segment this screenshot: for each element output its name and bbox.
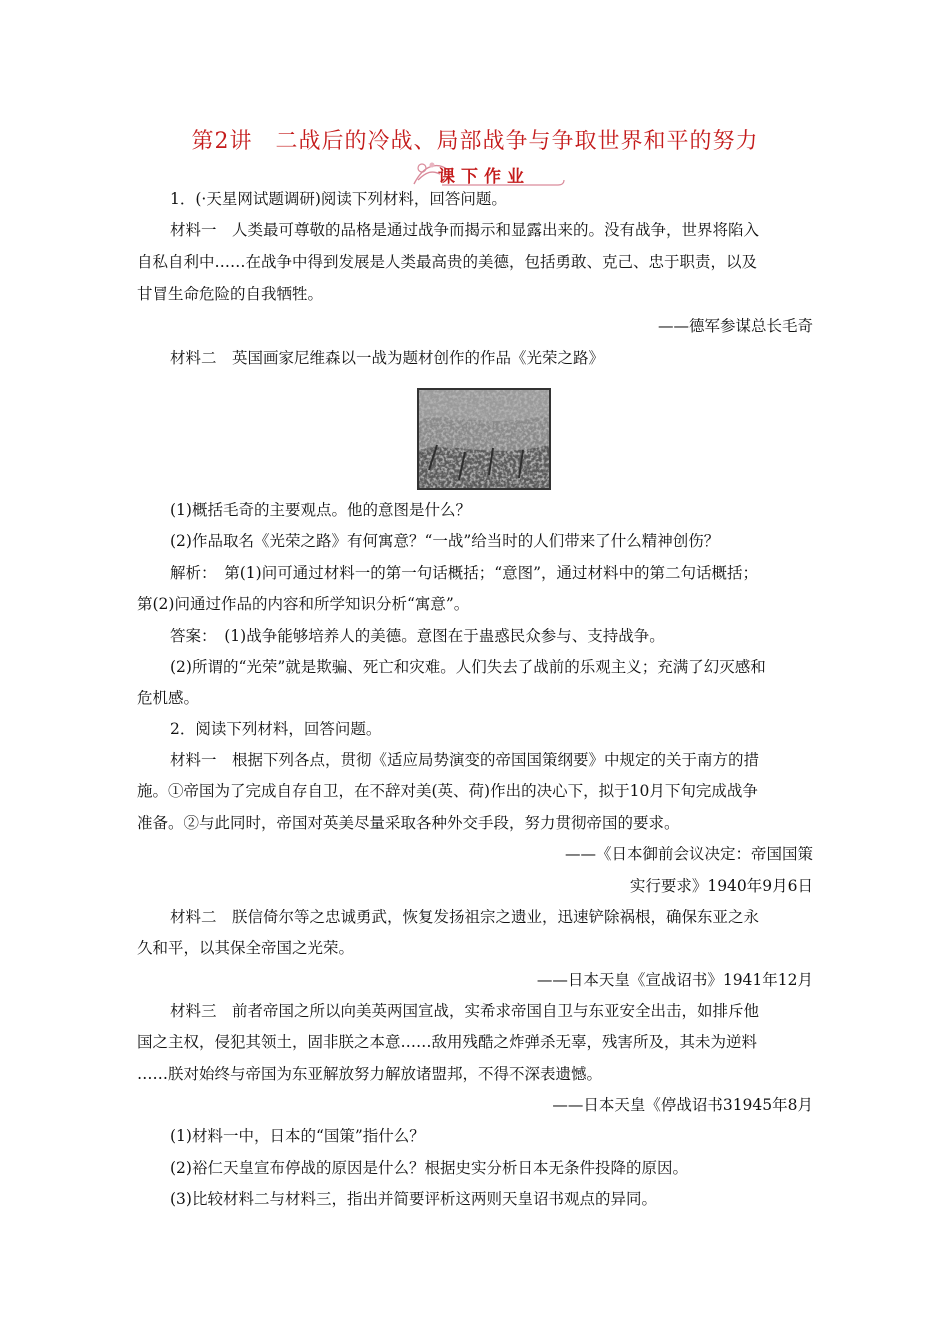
q1-answer-line2: (2)所谓的“光荣”就是欺骗、死亡和灾难。人们失去了战前的乐观主义；充满了幻灭感和	[170, 658, 766, 676]
q1-analysis-line1: 解析： 第(1)问可通过材料一的第一句话概括；“意图”，通过材料中的第二句话概括；	[170, 564, 759, 582]
badge-label: 课下作业	[438, 167, 530, 187]
q1-material1-line2: 自私自利中……在战争中得到发展是人类最高贵的美德，包括勇敢、克己、忠于职责，以及	[137, 253, 758, 271]
q2-sub2: (2)裕仁天皇宣布停战的原因是什么？根据史实分析日本无条件投降的原因。	[170, 1159, 688, 1177]
page-title: 第2讲 二战后的冷战、局部战争与争取世界和平的努力	[191, 129, 759, 154]
q2-material1-line3: 准备。②与此同时，帝国对英美尽量采取各种外交手段，努力贯彻帝国的要求。	[137, 814, 680, 832]
q1-material1-source: ——德军参谋总长毛奇	[657, 317, 813, 335]
q2-stem: 2．阅读下列材料，回答问题。	[170, 720, 382, 738]
q1-answer-line3: 危机感。	[137, 689, 200, 707]
painting-image	[417, 388, 551, 490]
q2-material3-line3: ……朕对始终与帝国为东亚解放努力解放诸盟邦，不得不深表遗憾。	[137, 1065, 603, 1083]
q1-material1-line3: 甘冒生命危险的自我牺牲。	[137, 285, 324, 303]
section-badge	[408, 158, 568, 190]
q1-analysis-line2: 第(2)问通过作品的内容和所学知识分析“寓意”。	[137, 595, 470, 613]
q1-material1-line1: 材料一 人类最可尊敬的品格是通过战争而揭示和显露出来的。没有战争，世界将陷入	[170, 221, 760, 239]
q2-sub3: (3)比较材料二与材料三，指出并简要评析这两则天皇诏书观点的异同。	[170, 1190, 657, 1208]
q2-material1-source-line2: 实行要求》1940年9月6日	[629, 877, 813, 895]
q1-answer-line1: 答案： (1)战争能够培养人的美德。意图在于蛊惑民众参与、支持战争。	[170, 627, 665, 645]
q2-sub1: (1)材料一中，日本的“国策”指什么？	[170, 1127, 425, 1145]
q2-material3-line2: 国之主权，侵犯其领土，固非朕之本意……敌用残酷之炸弹杀无辜，残害所及，其未为逆料	[137, 1033, 758, 1051]
q1-sub1: (1)概括毛奇的主要观点。他的意图是什么？	[170, 501, 471, 519]
q1-material2: 材料二 英国画家尼维森以一战为题材创作的作品《光荣之路》	[170, 349, 605, 367]
q1-sub2: (2)作品取名《光荣之路》有何寓意？“一战”给当时的人们带来了什么精神创伤？	[170, 532, 720, 550]
q2-material1-source-line1: ——《日本御前会议决定：帝国国策	[564, 845, 813, 863]
q2-material1-line1: 材料一 根据下列各点，贯彻《适应局势演变的帝国国策纲要》中规定的关于南方的措	[170, 751, 760, 769]
q2-material2-line2: 久和平，以其保全帝国之光荣。	[137, 939, 355, 957]
q2-material3-source: ——日本天皇《停战诏书31945年8月	[552, 1096, 813, 1114]
q2-material3-line1: 材料三 前者帝国之所以向美英两国宣战，实希求帝国自卫与东亚安全出击，如排斥他	[170, 1002, 760, 1020]
q2-material2-line1: 材料二 朕信倚尔等之忠诚勇武，恢复发扬祖宗之遗业，迅速铲除祸根，确保东亚之永	[170, 908, 760, 926]
q2-material1-line2: 施。①帝国为了完成自存自卫，在不辞对美(英、荷)作出的决心下，拟于10月下旬完成战争	[137, 782, 758, 800]
q2-material2-source: ——日本天皇《宣战诏书》1941年12月	[536, 971, 813, 989]
q1-stem: 1．(·天星网试题调研)阅读下列材料，回答问题。	[170, 190, 507, 208]
